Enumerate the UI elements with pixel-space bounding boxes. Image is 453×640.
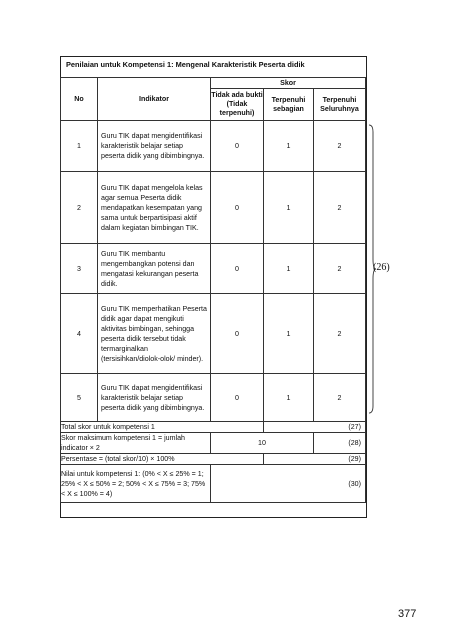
persentase-code: (29) (264, 454, 366, 465)
brace-label: (26) (373, 262, 390, 273)
score-0: 0 (211, 172, 264, 244)
score-1: 1 (264, 121, 314, 172)
row-indikator: Guru TIK dapat mengidentifikasi karakteristik belajar setiap peserta didik yang dibimbingnya. (98, 374, 211, 422)
header-terpenuhi-sebagian: Terpenuhi sebagian (264, 89, 314, 121)
total-skor-label: Total skor untuk kompetensi 1 (61, 422, 264, 433)
summary-row-max (61, 433, 366, 454)
score-2: 2 (314, 374, 366, 422)
nilai-code: (30) (211, 465, 366, 503)
score-0: 0 (211, 244, 264, 294)
assessment-table (60, 77, 366, 503)
summary-row-nilai (61, 465, 366, 503)
row-number: 1 (61, 121, 98, 172)
score-2: 2 (314, 244, 366, 294)
summary-row-persentase (61, 454, 366, 465)
score-0: 0 (211, 294, 264, 374)
summary-row-total (61, 422, 366, 433)
page-number: 377 (398, 608, 417, 620)
header-no: No (61, 78, 98, 121)
header-skor: Skor (211, 78, 366, 89)
header-tidak-ada-bukti: Tidak ada bukti (Tidak terpenuhi) (211, 89, 264, 121)
score-1: 1 (264, 172, 314, 244)
table-row (61, 294, 366, 374)
row-indikator: Guru TIK dapat mengidentifikasi karakteristik belajar setiap peserta didik yang dibimbingnya. (98, 121, 211, 172)
score-1: 1 (264, 374, 314, 422)
score-0: 0 (211, 121, 264, 172)
score-2: 2 (314, 172, 366, 244)
table-row (61, 244, 366, 294)
row-number: 2 (61, 172, 98, 244)
table-row (61, 121, 366, 172)
page-title: Penilaian untuk Kompetensi 1: Mengenal Karakteristik Peserta didik (66, 60, 305, 69)
header-row-top (61, 78, 366, 89)
score-0: 0 (211, 374, 264, 422)
row-number: 5 (61, 374, 98, 422)
score-2: 2 (314, 294, 366, 374)
nilai-label: Nilai untuk kompetensi 1: (0% < X ≤ 25% = 1; 25% < X ≤ 50% = 2; 50% < X ≤ 75% = 3; 75% < X ≤ 100% = 4) (61, 465, 211, 503)
score-1: 1 (264, 244, 314, 294)
score-1: 1 (264, 294, 314, 374)
header-indikator: Indikator (98, 78, 211, 121)
score-2: 2 (314, 121, 366, 172)
persentase-label: Persentase = (total skor/10) × 100% (61, 454, 264, 465)
skor-maksimum-label: Skor maksimum kompetensi 1 = jumlah indicator × 2 (61, 433, 211, 454)
total-skor-code: (27) (264, 422, 366, 433)
row-indikator: Guru TIK dapat mengelola kelas agar semua Peserta didik mendapatkan kesempatan yang sama untuk berpartisipasi aktif dalam kegiatan bimbingan TIK. (98, 172, 211, 244)
row-indikator: Guru TIK memperhatikan Peserta didik agar dapat mengikuti aktivitas bimbingan, sehingga peserta didik tersebut tidak termarginalkan (tersisihkan/diolok-olok/ minder). (98, 294, 211, 374)
table-row (61, 374, 366, 422)
row-number: 4 (61, 294, 98, 374)
row-number: 3 (61, 244, 98, 294)
header-terpenuhi-seluruhnya: Terpenuhi Seluruhnya (314, 89, 366, 121)
skor-maksimum-value: 10 (211, 433, 314, 454)
skor-maksimum-code: (28) (314, 433, 366, 454)
row-indikator: Guru TIK membantu mengembangkan potensi dan mengatasi kekurangan peserta didik. (98, 244, 211, 294)
table-row (61, 172, 366, 244)
